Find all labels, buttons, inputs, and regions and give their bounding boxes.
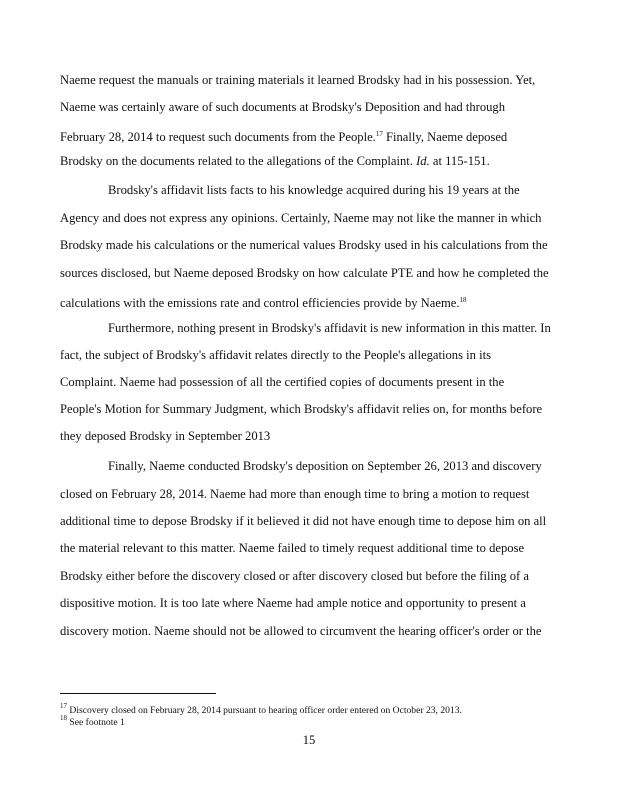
body-line: Naeme was certainly aware of such documents at Brodsky's Deposition and had through [60,100,506,114]
body-line: closed on February 28, 2014. Naeme had more than enough time to bring a motion to request [60,487,530,501]
footnote-number: 17 [60,702,67,710]
footnote-separator [60,693,216,694]
body-line: additional time to depose Brodsky if it believed it did not have enough time to depose him on all [60,514,547,528]
body-text: Finally, Naeme deposed [382,130,508,144]
body-line: they deposed Brodsky in September 2013 [60,429,271,443]
body-line: Naeme request the manuals or training materials it learned Brodsky had in his possession. Yet, [60,73,536,87]
footnote-ref: 17 [375,130,383,138]
page-number: 15 [302,733,316,747]
body-line: Brodsky's affidavit lists facts to his knowledge acquired during his 19 years at the [108,183,520,197]
body-line: dispositive motion. It is too late where Naeme had ample notice and opportunity to present a [60,596,526,610]
body-line: Complaint. Naeme had possession of all the certified copies of documents present in the [60,375,505,389]
body-text: Brodsky on the documents related to the allegations of the Complaint. [60,154,413,168]
body-line: Brodsky either before the discovery closed or after discovery closed but before the filing of a [60,569,529,583]
body-line: the material relevant to this matter. Naeme failed to timely request additional time to depose [60,541,525,555]
body-line: Brodsky made his calculations or the numerical values Brodsky used in his calculations from the [60,238,548,252]
citation-id: Id. [416,154,430,168]
body-line: Furthermore, nothing present in Brodsky's affidavit is new information in this matter. In [108,321,551,335]
body-line: Finally, Naeme conducted Brodsky's deposition on September 26, 2013 and discovery [108,459,542,473]
footnote-text: Discovery closed on February 28, 2014 pursuant to hearing officer order entered on October 23, 2013. [69,705,462,716]
body-line [60,127,507,144]
body-line: fact, the subject of Brodsky's affidavit relates directly to the People's allegations in its [60,348,491,362]
citation-pages: at 115-151. [429,154,490,168]
footnote-number: 18 [60,714,67,722]
body-line: Agency and does not express any opinions. Certainly, Naeme may not like the manner in which [60,211,542,225]
footnote [60,713,125,728]
body-line: sources disclosed, but Naeme deposed Brodsky on how calculate PTE and how he completed the [60,266,549,280]
body-line [60,154,490,168]
body-line [60,293,467,310]
footnote-text: See footnote 1 [69,717,125,728]
body-text: February 28, 2014 to request such documents from the People. [60,130,376,144]
body-text: calculations with the emissions rate and control efficiencies provide by Naeme. [60,296,460,310]
footnote-ref: 18 [459,296,467,304]
body-line: People's Motion for Summary Judgment, which Brodsky's affidavit relies on, for months before [60,402,543,416]
body-line: discovery motion. Naeme should not be allowed to circumvent the hearing officer's order or the [60,624,542,638]
